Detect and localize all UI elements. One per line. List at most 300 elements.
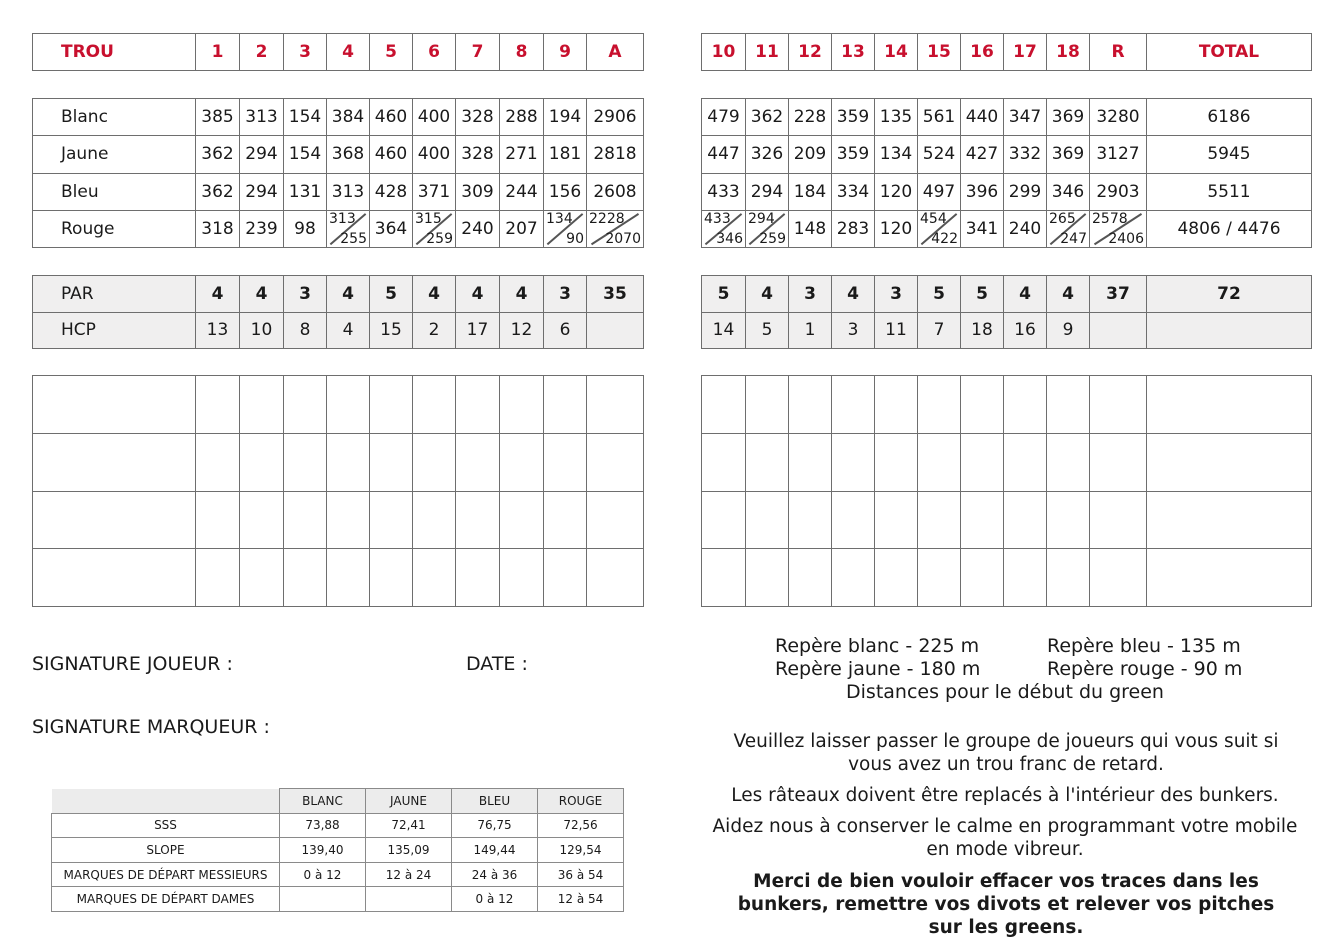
distance-cell: 228	[789, 99, 832, 136]
distance-cell	[918, 210, 961, 247]
hcp-cell	[1147, 312, 1312, 349]
distance-cell: 148	[789, 210, 832, 247]
distance-cell: 396	[961, 173, 1004, 210]
distance-cell: 400	[413, 99, 456, 136]
hole-number: 12	[789, 34, 832, 71]
score-entry-cell[interactable]	[587, 376, 644, 434]
distance-cell: 362	[196, 136, 240, 173]
score-entry-cell[interactable]	[875, 376, 918, 434]
front-header-table	[32, 33, 644, 71]
distance-cell: 341	[961, 210, 1004, 247]
distance-cell: 440	[961, 99, 1004, 136]
slope-value: 149,44	[452, 838, 538, 863]
hole-number: 2	[240, 34, 284, 71]
distance-cell: 209	[789, 136, 832, 173]
par-cell: 3	[284, 276, 327, 313]
distance-cell: 328	[456, 136, 500, 173]
hole-number: 9	[544, 34, 587, 71]
distance-cell: 2906	[587, 99, 644, 136]
split-value-top: 313	[329, 210, 356, 227]
split-value-top: 2228	[589, 210, 625, 227]
score-entry-cell[interactable]	[456, 491, 500, 549]
back-par-table	[701, 275, 1312, 349]
slope-value: 0 à 12	[280, 862, 366, 887]
slope-column-header: ROUGE	[538, 789, 624, 814]
distance-cell: 294	[746, 173, 789, 210]
score-entry-cell[interactable]	[196, 491, 240, 549]
distance-cell: 2818	[587, 136, 644, 173]
score-entry-cell[interactable]	[370, 433, 413, 491]
hole-number: TOTAL	[1147, 34, 1312, 71]
score-entry-cell[interactable]	[500, 376, 544, 434]
score-entry-cell[interactable]	[918, 549, 961, 607]
score-entry-cell[interactable]	[832, 549, 875, 607]
score-entry-cell[interactable]	[284, 549, 327, 607]
tee-row	[33, 99, 644, 136]
distance-cell: 479	[702, 99, 746, 136]
score-entry-cell[interactable]	[413, 491, 456, 549]
hole-number: 13	[832, 34, 875, 71]
split-value-bottom: 255	[340, 231, 367, 247]
distance-cell: 346	[1047, 173, 1090, 210]
score-entry-cell[interactable]	[587, 549, 644, 607]
hole-number: 18	[1047, 34, 1090, 71]
slope-value: 72,56	[538, 813, 624, 838]
distance-cell: 561	[918, 99, 961, 136]
slope-column-header: BLANC	[280, 789, 366, 814]
distance-cell: 384	[327, 99, 370, 136]
distance-cell: 428	[370, 173, 413, 210]
hole-number: 1	[196, 34, 240, 71]
par-cell: 35	[587, 276, 644, 313]
distance-cell: 313	[240, 99, 284, 136]
score-entry-cell[interactable]	[1004, 433, 1047, 491]
score-entry-cell[interactable]	[544, 376, 587, 434]
tee-name: Jaune	[33, 136, 196, 173]
distance-cell: 5511	[1147, 173, 1312, 210]
distance-cell: 460	[370, 136, 413, 173]
distance-cell: 524	[918, 136, 961, 173]
par-label: PAR	[33, 276, 196, 313]
distance-cell: 283	[832, 210, 875, 247]
hole-number: 16	[961, 34, 1004, 71]
distance-cell: 5945	[1147, 136, 1312, 173]
hcp-cell: 16	[1004, 312, 1047, 349]
score-entry-cell[interactable]	[1147, 376, 1312, 434]
distance-cell: 326	[746, 136, 789, 173]
score-entry-cell[interactable]	[456, 433, 500, 491]
score-entry-cell[interactable]	[832, 491, 875, 549]
rule-mobile: Aidez nous à conserver le calme en programmant votre mobile en mode vibreur.	[712, 816, 1298, 860]
slope-row-label: MARQUES DE DÉPART MESSIEURS	[52, 862, 280, 887]
distance-cell: 294	[240, 136, 284, 173]
split-value-top: 433	[704, 210, 731, 227]
score-entry-cell[interactable]	[544, 491, 587, 549]
distance-cell	[544, 210, 587, 247]
rule-let-pass: Veuillez laisser passer le groupe de joueurs qui vous suit si vous avez un trou franc de retard.	[733, 731, 1279, 775]
par-cell: 5	[918, 276, 961, 313]
score-entry-cell[interactable]	[1147, 549, 1312, 607]
player-score-row	[702, 376, 1312, 434]
score-entry-cell[interactable]	[370, 376, 413, 434]
distance-cell: 359	[832, 99, 875, 136]
distance-cell: 309	[456, 173, 500, 210]
distance-cell: 244	[500, 173, 544, 210]
marker-note: Distances pour le début du green	[846, 681, 1164, 703]
par-cell: 3	[875, 276, 918, 313]
score-entry-cell[interactable]	[587, 433, 644, 491]
distance-cell: 433	[702, 173, 746, 210]
distance-cell: 134	[875, 136, 918, 173]
slope-value: 139,40	[280, 838, 366, 863]
distance-cell: 362	[196, 173, 240, 210]
hole-number: 11	[746, 34, 789, 71]
slope-value: 129,54	[538, 838, 624, 863]
par-cell: 3	[544, 276, 587, 313]
score-entry-cell[interactable]	[961, 433, 1004, 491]
hcp-cell: 6	[544, 312, 587, 349]
score-entry-cell[interactable]	[875, 433, 918, 491]
score-entry-cell[interactable]	[702, 491, 746, 549]
hcp-cell: 15	[370, 312, 413, 349]
slope-value: 76,75	[452, 813, 538, 838]
signature-marker-label: SIGNATURE MARQUEUR :	[32, 716, 270, 738]
distance-cell	[1090, 210, 1147, 247]
score-entry-cell[interactable]	[544, 549, 587, 607]
signature-player-label: SIGNATURE JOUEUR :	[32, 653, 233, 675]
back-tees-table	[701, 98, 1312, 248]
tee-name: Rouge	[33, 210, 196, 247]
rule-rakes: Les râteaux doivent être replacés à l'intérieur des bunkers.	[731, 785, 1279, 806]
score-entry-cell[interactable]	[918, 491, 961, 549]
slope-corner	[52, 789, 280, 814]
player-score-row	[33, 491, 644, 549]
slope-value: 135,09	[366, 838, 452, 863]
par-cell: 3	[789, 276, 832, 313]
slope-value: 36 à 54	[538, 862, 624, 887]
score-entry-cell[interactable]	[1047, 491, 1090, 549]
hcp-row	[702, 312, 1312, 349]
score-entry-cell[interactable]	[196, 433, 240, 491]
distance-cell: 460	[370, 99, 413, 136]
par-cell: 4	[240, 276, 284, 313]
hole-label: TROU	[33, 34, 196, 71]
tee-row	[702, 173, 1312, 210]
score-entry-cell[interactable]	[456, 376, 500, 434]
score-entry-cell[interactable]	[1047, 433, 1090, 491]
distance-cell: 369	[1047, 99, 1090, 136]
distance-cell: 332	[1004, 136, 1047, 173]
hcp-cell: 4	[327, 312, 370, 349]
score-entry-cell[interactable]	[702, 376, 746, 434]
distance-cell: 364	[370, 210, 413, 247]
score-entry-cell[interactable]	[1090, 376, 1147, 434]
score-entry-cell[interactable]	[33, 433, 196, 491]
distance-cell	[587, 210, 644, 247]
tee-row	[702, 210, 1312, 247]
par-cell: 4	[196, 276, 240, 313]
score-entry-cell[interactable]	[370, 491, 413, 549]
front-score-table	[32, 375, 644, 607]
par-cell: 4	[832, 276, 875, 313]
distance-cell: 328	[456, 99, 500, 136]
score-entry-cell[interactable]	[240, 549, 284, 607]
par-cell: 4	[500, 276, 544, 313]
back-header-row	[702, 34, 1312, 71]
score-entry-cell[interactable]	[746, 376, 789, 434]
distance-cell	[702, 210, 746, 247]
score-entry-cell[interactable]	[789, 549, 832, 607]
player-score-row	[702, 491, 1312, 549]
hole-number: 3	[284, 34, 327, 71]
par-cell: 37	[1090, 276, 1147, 313]
distance-cell: 154	[284, 136, 327, 173]
split-value-top: 454	[920, 210, 947, 227]
score-entry-cell[interactable]	[327, 433, 370, 491]
slope-header-row	[52, 789, 624, 814]
score-entry-cell[interactable]	[500, 491, 544, 549]
hcp-cell: 7	[918, 312, 961, 349]
player-score-row	[702, 549, 1312, 607]
score-entry-cell[interactable]	[1047, 549, 1090, 607]
hcp-row	[33, 312, 644, 349]
slope-row-label: SSS	[52, 813, 280, 838]
hcp-cell: 13	[196, 312, 240, 349]
distance-cell: 2903	[1090, 173, 1147, 210]
distance-cell: 240	[456, 210, 500, 247]
hcp-cell	[587, 312, 644, 349]
slope-value: 0 à 12	[452, 887, 538, 912]
distance-cell: 427	[961, 136, 1004, 173]
distance-cell: 294	[240, 173, 284, 210]
slope-row	[52, 887, 624, 912]
distance-cell: 154	[284, 99, 327, 136]
distance-cell: 288	[500, 99, 544, 136]
par-row	[33, 276, 644, 313]
hole-number: 17	[1004, 34, 1047, 71]
score-entry-cell[interactable]	[33, 491, 196, 549]
hcp-cell: 17	[456, 312, 500, 349]
slope-value	[280, 887, 366, 912]
distance-cell	[1047, 210, 1090, 247]
score-entry-cell[interactable]	[832, 433, 875, 491]
score-entry-cell[interactable]	[875, 491, 918, 549]
score-entry-cell[interactable]	[33, 376, 196, 434]
score-entry-cell[interactable]	[918, 433, 961, 491]
score-entry-cell[interactable]	[500, 549, 544, 607]
par-cell: 4	[456, 276, 500, 313]
score-entry-cell[interactable]	[1090, 491, 1147, 549]
slope-column-header: JAUNE	[366, 789, 452, 814]
hole-number: 5	[370, 34, 413, 71]
par-cell: 4	[746, 276, 789, 313]
marker-white: Repère blanc - 225 m	[775, 635, 980, 657]
score-entry-cell[interactable]	[1090, 433, 1147, 491]
hcp-cell: 2	[413, 312, 456, 349]
marker-yellow: Repère jaune - 180 m	[775, 658, 981, 680]
hcp-cell: 8	[284, 312, 327, 349]
par-cell: 4	[327, 276, 370, 313]
score-entry-cell[interactable]	[789, 376, 832, 434]
distance-cell: 207	[500, 210, 544, 247]
par-cell: 4	[1047, 276, 1090, 313]
hole-number: 6	[413, 34, 456, 71]
score-entry-cell[interactable]	[961, 376, 1004, 434]
split-value-top: 294	[748, 210, 775, 227]
score-entry-cell[interactable]	[789, 491, 832, 549]
distance-cell: 120	[875, 210, 918, 247]
tee-row	[702, 136, 1312, 173]
score-entry-cell[interactable]	[413, 433, 456, 491]
distance-cell	[413, 210, 456, 247]
distance-cell	[746, 210, 789, 247]
tee-row	[33, 136, 644, 173]
hole-number: 8	[500, 34, 544, 71]
score-entry-cell[interactable]	[456, 549, 500, 607]
score-entry-cell[interactable]	[961, 491, 1004, 549]
front-par-table	[32, 275, 644, 349]
score-entry-cell[interactable]	[1147, 433, 1312, 491]
distance-cell	[327, 210, 370, 247]
score-entry-cell[interactable]	[284, 433, 327, 491]
hole-number: 14	[875, 34, 918, 71]
slope-value	[366, 887, 452, 912]
score-entry-cell[interactable]	[1090, 549, 1147, 607]
score-entry-cell[interactable]	[1147, 491, 1312, 549]
distance-cell: 359	[832, 136, 875, 173]
score-entry-cell[interactable]	[196, 376, 240, 434]
split-value-bottom: 2406	[1108, 231, 1144, 247]
score-entry-cell[interactable]	[1004, 376, 1047, 434]
score-entry-cell[interactable]	[240, 433, 284, 491]
distance-cell: 4806 / 4476	[1147, 210, 1312, 247]
score-entry-cell[interactable]	[746, 491, 789, 549]
slope-row	[52, 862, 624, 887]
score-entry-cell[interactable]	[702, 433, 746, 491]
score-entry-cell[interactable]	[746, 549, 789, 607]
hole-number: 10	[702, 34, 746, 71]
hole-number: 7	[456, 34, 500, 71]
par-cell: 5	[961, 276, 1004, 313]
distance-cell: 347	[1004, 99, 1047, 136]
par-row	[702, 276, 1312, 313]
hcp-cell: 10	[240, 312, 284, 349]
score-entry-cell[interactable]	[1047, 376, 1090, 434]
hole-number: A	[587, 34, 644, 71]
back-score-table	[701, 375, 1312, 607]
distance-cell: 131	[284, 173, 327, 210]
score-entry-cell[interactable]	[413, 376, 456, 434]
hole-number: 4	[327, 34, 370, 71]
slope-row-label: MARQUES DE DÉPART DAMES	[52, 887, 280, 912]
score-entry-cell[interactable]	[240, 491, 284, 549]
distance-cell: 98	[284, 210, 327, 247]
score-entry-cell[interactable]	[284, 491, 327, 549]
par-cell: 4	[413, 276, 456, 313]
marker-red: Repère rouge - 90 m	[1047, 658, 1243, 680]
date-label: DATE :	[466, 653, 528, 675]
score-entry-cell[interactable]	[1004, 549, 1047, 607]
split-value-bottom: 2070	[605, 231, 641, 247]
tee-row	[702, 99, 1312, 136]
score-entry-cell[interactable]	[789, 433, 832, 491]
marker-blue: Repère bleu - 135 m	[1047, 635, 1241, 657]
par-cell: 4	[1004, 276, 1047, 313]
par-cell: 72	[1147, 276, 1312, 313]
par-cell: 5	[702, 276, 746, 313]
distance-cell: 369	[1047, 136, 1090, 173]
tee-name: Bleu	[33, 173, 196, 210]
distance-cell: 385	[196, 99, 240, 136]
score-entry-cell[interactable]	[918, 376, 961, 434]
score-entry-cell[interactable]	[544, 433, 587, 491]
distance-cell: 120	[875, 173, 918, 210]
split-value-top: 315	[415, 210, 442, 227]
distance-cell: 240	[1004, 210, 1047, 247]
score-entry-cell[interactable]	[327, 549, 370, 607]
distance-cell: 371	[413, 173, 456, 210]
rule-bunkers: Merci de bien vouloir effacer vos traces dans les bunkers, remettre vos divots et relever vos pitches sur les greens.	[737, 871, 1275, 938]
split-value-bottom: 247	[1060, 231, 1087, 247]
tee-row	[33, 173, 644, 210]
slope-value: 12 à 54	[538, 887, 624, 912]
front-tees-table	[32, 98, 644, 248]
distance-cell: 299	[1004, 173, 1047, 210]
score-entry-cell[interactable]	[327, 376, 370, 434]
split-value-top: 134	[546, 210, 573, 227]
split-value-top: 265	[1049, 210, 1076, 227]
distance-cell: 184	[789, 173, 832, 210]
score-entry-cell[interactable]	[702, 549, 746, 607]
score-entry-cell[interactable]	[33, 549, 196, 607]
hcp-cell	[1090, 312, 1147, 349]
split-value-bottom: 259	[426, 231, 453, 247]
score-entry-cell[interactable]	[413, 549, 456, 607]
score-entry-cell[interactable]	[327, 491, 370, 549]
distance-cell: 313	[327, 173, 370, 210]
player-score-row	[33, 433, 644, 491]
score-entry-cell[interactable]	[587, 491, 644, 549]
distance-cell: 497	[918, 173, 961, 210]
slope-value: 72,41	[366, 813, 452, 838]
distance-cell: 181	[544, 136, 587, 173]
hcp-cell: 12	[500, 312, 544, 349]
score-entry-cell[interactable]	[196, 549, 240, 607]
split-value-top: 2578	[1092, 210, 1128, 227]
score-entry-cell[interactable]	[746, 433, 789, 491]
slope-value: 24 à 36	[452, 862, 538, 887]
hcp-cell: 5	[746, 312, 789, 349]
score-entry-cell[interactable]	[1004, 491, 1047, 549]
hcp-cell: 18	[961, 312, 1004, 349]
player-score-row	[33, 549, 644, 607]
score-entry-cell[interactable]	[875, 549, 918, 607]
score-entry-cell[interactable]	[240, 376, 284, 434]
score-entry-cell[interactable]	[832, 376, 875, 434]
score-entry-cell[interactable]	[370, 549, 413, 607]
distance-cell: 3280	[1090, 99, 1147, 136]
slope-row	[52, 813, 624, 838]
score-entry-cell[interactable]	[500, 433, 544, 491]
player-score-row	[33, 376, 644, 434]
slope-column-header: BLEU	[452, 789, 538, 814]
distance-cell: 135	[875, 99, 918, 136]
score-entry-cell[interactable]	[961, 549, 1004, 607]
distance-cell: 194	[544, 99, 587, 136]
score-entry-cell[interactable]	[284, 376, 327, 434]
distance-cell: 156	[544, 173, 587, 210]
split-value-bottom: 90	[566, 231, 584, 247]
